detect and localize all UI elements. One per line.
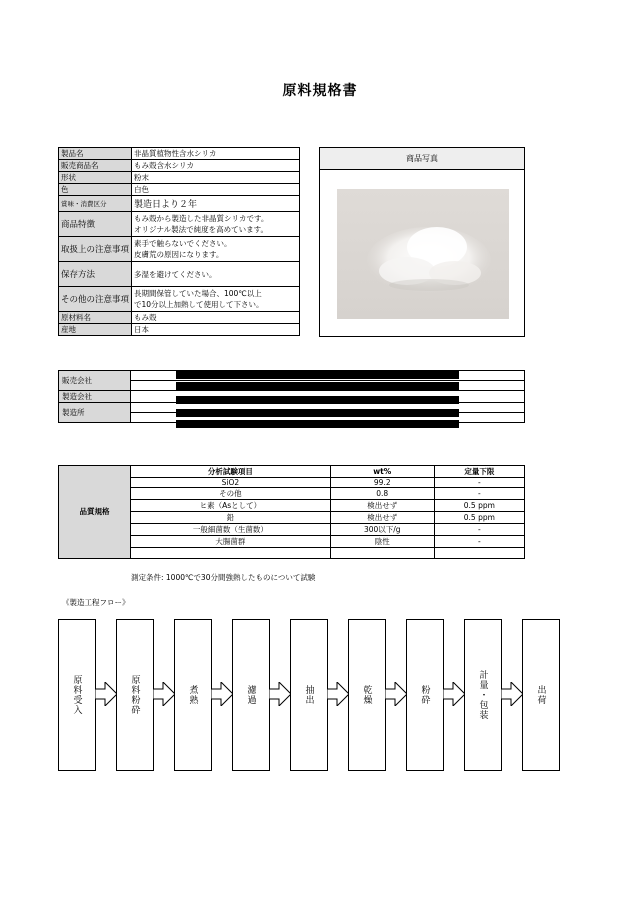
quality-cell: 検出せず	[330, 512, 434, 524]
quality-header: wt%	[330, 466, 434, 478]
spec-key: 商品特徴	[59, 212, 132, 237]
powder-pile-image	[337, 189, 509, 319]
arrow-right-icon	[501, 682, 523, 706]
redaction-bar	[176, 420, 459, 428]
flow-step	[348, 619, 386, 771]
spec-key: 販売商品名	[59, 160, 132, 172]
quality-cell: 鉛	[131, 512, 331, 524]
quality-cell: 300以下/g	[330, 524, 434, 536]
flow-step	[406, 619, 444, 771]
spec-row	[59, 324, 300, 336]
quality-cell: SiO2	[131, 478, 331, 488]
redaction-bar	[176, 409, 459, 417]
quality-header: 定量下限	[434, 466, 524, 478]
spec-key: 産地	[59, 324, 132, 336]
maker-label: 製造会社	[59, 391, 131, 403]
spec-value	[132, 237, 300, 262]
spec-row	[59, 148, 300, 160]
flow-step-label: 出荷	[535, 685, 546, 705]
product-spec-table	[58, 147, 300, 336]
arrow-right-icon	[95, 682, 117, 706]
spec-value	[132, 287, 300, 312]
quality-cell: -	[434, 524, 524, 536]
product-photo-box	[319, 147, 525, 337]
flow-step	[522, 619, 560, 771]
flow-step-label: 原料粉砕	[129, 675, 140, 715]
document-title: 原料規格書	[282, 83, 358, 99]
spec-value: 白色	[132, 184, 300, 196]
manufacturing-flow	[58, 619, 558, 771]
spec-key: 取扱上の注意事項	[59, 237, 132, 262]
flow-step	[464, 619, 502, 771]
factory-label: 製造所	[59, 403, 131, 423]
seller-label: 販売会社	[59, 371, 131, 391]
flow-step-label: 濾過	[245, 685, 256, 705]
spec-key: 色	[59, 184, 132, 196]
arrow-right-icon	[385, 682, 407, 706]
flow-step-label: 乾燥	[361, 685, 372, 705]
spec-row	[59, 287, 300, 312]
spec-value: 粉末	[132, 172, 300, 184]
quality-cell: -	[434, 488, 524, 500]
spec-row	[59, 184, 300, 196]
quality-cell	[434, 548, 524, 558]
flow-step	[232, 619, 270, 771]
redaction-bar	[176, 396, 459, 404]
arrow-right-icon	[211, 682, 233, 706]
flow-step-label: 煮熟	[187, 685, 198, 705]
quality-cell: 99.2	[330, 478, 434, 488]
flow-step-label: 粉砕	[419, 685, 430, 705]
quality-cell: その他	[131, 488, 331, 500]
quality-cell: 0.5 ppm	[434, 500, 524, 512]
spec-row	[59, 160, 300, 172]
arrow-right-icon	[269, 682, 291, 706]
quality-cell: 一般細菌数（生菌数）	[131, 524, 331, 536]
spec-row	[59, 312, 300, 324]
flow-step	[116, 619, 154, 771]
quality-cell: 大腸菌群	[131, 536, 331, 548]
redaction-bar	[176, 382, 459, 390]
flow-step-label: 抽出	[303, 685, 314, 705]
spec-row	[59, 196, 300, 212]
quality-cell: 0.5 ppm	[434, 512, 524, 524]
flow-step-label: 計量・包装	[477, 670, 488, 720]
spec-row	[59, 237, 300, 262]
quality-spec-table	[58, 465, 525, 559]
spec-key: 製品名	[59, 148, 132, 160]
quality-cell: 0.8	[330, 488, 434, 500]
spec-row	[59, 262, 300, 287]
spec-key: その他の注意事項	[59, 287, 132, 312]
spec-row	[59, 212, 300, 237]
quality-cell	[131, 548, 331, 558]
spec-value: もみ殻	[132, 312, 300, 324]
flow-title: 《製造工程フロー》	[62, 598, 130, 607]
spec-value	[132, 212, 300, 237]
quality-cell: -	[434, 536, 524, 548]
flow-step	[174, 619, 212, 771]
product-photo-header: 商品写真	[320, 148, 524, 170]
redaction-bar	[176, 371, 459, 379]
quality-cell	[330, 548, 434, 558]
quality-cell: 検出せず	[330, 500, 434, 512]
spec-key: 保存方法	[59, 262, 132, 287]
spec-value-line: 素手で触らないでください。	[134, 239, 232, 248]
spec-value-line: もみ殻から製造した非晶質シリカです。	[134, 214, 269, 223]
spec-value: 多湿を避けてください。	[132, 262, 300, 287]
spec-key: 原材料名	[59, 312, 132, 324]
spec-value-line: オリジナル製法で純度を高めています。	[134, 225, 269, 234]
spec-value: 製造日より２年	[132, 196, 300, 212]
arrow-right-icon	[327, 682, 349, 706]
flow-step	[290, 619, 328, 771]
quality-cell: ヒ素（Asとして）	[131, 500, 331, 512]
quality-header: 分析試験項目	[131, 466, 331, 478]
spec-value-line: で10分以上加熱して使用して下さい。	[134, 300, 264, 309]
spec-value: もみ殻含水シリカ	[132, 160, 300, 172]
flow-step-label: 原料受入	[71, 675, 82, 715]
spec-value: 非晶質植物性含水シリカ	[132, 148, 300, 160]
silica-powder-photo	[337, 189, 509, 319]
spec-key: 賞味・消費区分	[59, 196, 132, 212]
spec-value: 日本	[132, 324, 300, 336]
spec-value-line: 皮膚荒の原因になります。	[134, 250, 224, 259]
arrow-right-icon	[443, 682, 465, 706]
spec-key: 形状	[59, 172, 132, 184]
quality-cell: -	[434, 478, 524, 488]
test-condition-note: 測定条件: 1000℃で30分間強熱したものについて試験	[131, 573, 316, 582]
flow-step	[58, 619, 96, 771]
quality-cell: 陰性	[330, 536, 434, 548]
quality-header-row	[59, 466, 525, 478]
spec-row	[59, 172, 300, 184]
arrow-right-icon	[153, 682, 175, 706]
quality-label: 品質規格	[59, 466, 131, 559]
spec-value-line: 長期間保管していた場合、100℃以上	[134, 289, 262, 298]
